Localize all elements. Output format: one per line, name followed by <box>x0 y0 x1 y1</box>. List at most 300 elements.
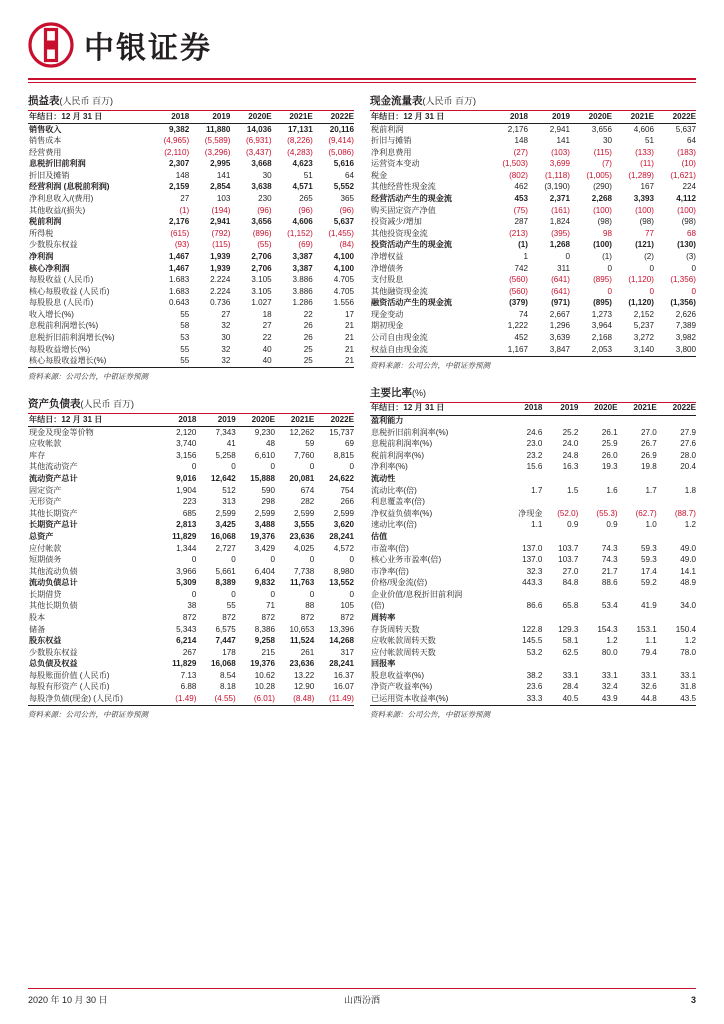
cell-value: 26 <box>303 332 313 342</box>
cell-value: 137.0 <box>522 543 543 553</box>
cell-value: 8,389 <box>215 578 236 588</box>
row-label: 购买固定资产净值 <box>371 205 436 215</box>
cell-value: (98) <box>639 217 654 227</box>
table-row <box>370 298 696 310</box>
report-footer <box>28 988 696 1006</box>
cell-value: 265 <box>299 194 313 204</box>
row-label: 存货周转天数 <box>371 624 420 634</box>
row-label: 税前利润 <box>371 124 404 134</box>
table-row <box>370 205 696 217</box>
cell-value: 48 <box>265 439 275 449</box>
cell-value: 74.3 <box>601 555 618 565</box>
column-header-2021E: 2021E <box>618 402 657 415</box>
cell-value: (69) <box>298 240 313 250</box>
table-row <box>28 356 354 368</box>
cell-value: 5,616 <box>333 159 354 169</box>
cell-value: 40 <box>262 344 272 354</box>
table-row <box>28 309 354 321</box>
row-label: 所得税 <box>29 228 54 238</box>
table-row <box>28 682 354 694</box>
header-divider <box>28 78 696 80</box>
column-header-2019: 2019 <box>196 414 235 427</box>
cell-value: 754 <box>340 485 354 495</box>
cell-value: 32.3 <box>526 566 543 576</box>
cell-value: 0 <box>270 462 275 472</box>
cell-value: 2,307 <box>168 159 190 169</box>
cell-value: 23.6 <box>526 682 543 692</box>
cell-value: 0 <box>349 555 354 565</box>
row-label: 经营利润 (息税前利润) <box>29 182 110 192</box>
cell-value: 13.22 <box>294 670 315 680</box>
table-row <box>370 321 696 333</box>
cell-value: (3,437) <box>245 147 272 157</box>
cashflow-source-note: 资料来源：公司公告，中银证券预测 <box>370 360 490 370</box>
cell-value: (93) <box>174 240 190 250</box>
cell-value: 24.6 <box>526 427 543 437</box>
cell-value: 21.7 <box>601 566 618 576</box>
cell-value: 3,638 <box>251 182 272 192</box>
row-label: 核心净利润 <box>29 263 70 273</box>
table-row <box>370 263 696 275</box>
cell-value: 9,832 <box>254 578 275 588</box>
cell-value: 0 <box>309 555 315 565</box>
cell-value: 19.3 <box>601 462 618 472</box>
cell-value: 32.4 <box>601 682 618 692</box>
cell-value: 685 <box>182 508 197 518</box>
cell-value: 3,387 <box>292 251 313 261</box>
cell-value: 3,620 <box>333 520 354 530</box>
cell-value: 31.8 <box>680 682 696 692</box>
cell-value: (3,190) <box>544 182 570 192</box>
row-label: 净资产收益率(%) <box>371 682 433 692</box>
cell-value: 1,939 <box>210 263 231 273</box>
table-row <box>28 624 354 636</box>
cell-value: 2,176 <box>168 217 190 227</box>
cell-value: 1.0 <box>645 520 657 530</box>
cell-value: (641) <box>551 286 570 296</box>
table-row <box>28 263 354 275</box>
cell-value: 14,036 <box>246 124 272 134</box>
cell-value: 5,343 <box>176 624 197 634</box>
cell-value: 5,661 <box>215 566 236 576</box>
cell-value <box>618 659 657 671</box>
cell-value: (4,965) <box>163 136 190 146</box>
ratios-unit: (%) <box>412 387 426 398</box>
cell-value: 0 <box>691 263 696 273</box>
row-label: 税金 <box>371 170 388 180</box>
row-label: 每股股息 (人民币) <box>29 298 94 308</box>
cell-value: 16.07 <box>333 682 354 692</box>
cell-value: (1,455) <box>328 228 354 238</box>
cell-value <box>618 474 657 486</box>
cell-value: 0 <box>231 462 236 472</box>
cell-value: 3.886 <box>292 286 313 296</box>
cell-value: 12,262 <box>289 427 315 437</box>
row-label: 净利率(%) <box>371 462 408 472</box>
cell-value: 18 <box>262 309 272 319</box>
cell-value: 33.1 <box>680 670 696 680</box>
row-label: 息税折旧前利润增长(%) <box>29 332 115 342</box>
cell-value: 17.4 <box>641 566 657 576</box>
cell-value: 1.683 <box>168 286 190 296</box>
row-label: 每股收益增长(%) <box>29 344 91 354</box>
table-row <box>370 344 696 356</box>
table-row <box>28 589 354 601</box>
cell-value: 7,760 <box>294 450 315 460</box>
cell-value: (133) <box>635 147 654 157</box>
cell-value: 0 <box>691 286 696 296</box>
cell-value: 223 <box>182 497 197 507</box>
cell-value: 167 <box>640 182 654 192</box>
table-row <box>28 217 354 229</box>
cell-value: 3,699 <box>549 159 570 169</box>
cell-value: (161) <box>551 205 570 215</box>
cell-value: 20,116 <box>329 124 354 134</box>
ratios-source-note: 资料来源：公司公告，中银证券预测 <box>370 710 490 720</box>
cell-value: (1,118) <box>544 170 570 180</box>
cell-value: 78.0 <box>680 647 696 657</box>
cell-value: 1.8 <box>684 485 696 495</box>
table-row <box>28 636 354 648</box>
cell-value: 8,980 <box>333 566 354 576</box>
cell-value: (1) <box>179 205 190 215</box>
ratios-title <box>370 385 696 400</box>
row-label: 折旧与摊销 <box>371 136 412 146</box>
cell-value: 5,237 <box>633 321 654 331</box>
cell-value: 12.90 <box>294 682 315 692</box>
cell-value: (11.49) <box>314 694 354 706</box>
cell-value: (1,503) <box>502 159 529 169</box>
row-label: 其他经营性现金流 <box>371 182 436 192</box>
cell-value: 16,068 <box>210 659 236 669</box>
cell-value: (115) <box>212 240 231 250</box>
cell-value: 16,068 <box>210 531 236 541</box>
cell-value: (52.0) <box>557 508 579 518</box>
table-row <box>28 462 354 474</box>
cell-value: 3.886 <box>292 275 313 285</box>
table-row <box>370 659 696 671</box>
cell-value: 53 <box>180 332 190 342</box>
cell-value: 74 <box>519 309 529 319</box>
cell-value: (96) <box>257 205 272 215</box>
table-row <box>28 578 354 590</box>
cell-value: 2,159 <box>168 182 190 192</box>
cell-value: (560) <box>509 286 529 296</box>
brand-name: 中银证券 <box>84 31 212 66</box>
cell-value <box>542 612 578 624</box>
row-label: 现金及现金等价物 <box>29 427 94 437</box>
cell-value <box>657 659 696 671</box>
cell-value: (1.49) <box>158 694 197 706</box>
cell-value: (88.7) <box>674 508 696 518</box>
table-row <box>370 251 696 263</box>
cell-value: 55 <box>180 344 190 354</box>
cell-value: 34.0 <box>680 601 696 611</box>
cell-value: 84.8 <box>562 578 579 588</box>
table-row <box>28 170 354 182</box>
table-row <box>28 659 354 671</box>
cell-value: 317 <box>340 647 354 657</box>
cell-value: 4,112 <box>676 194 696 204</box>
cell-value: 0 <box>649 286 654 296</box>
cell-value: 41 <box>226 439 236 449</box>
right-column <box>370 93 696 720</box>
table-row <box>370 147 696 159</box>
cell-value: 4,100 <box>333 263 354 273</box>
cell-value: 453 <box>514 194 529 204</box>
row-label: 总负债及权益 <box>29 659 78 669</box>
cell-value: 122.8 <box>522 624 543 634</box>
row-label: 净增债务 <box>371 263 404 273</box>
cell-value: 19,376 <box>250 531 275 541</box>
cell-value: 21 <box>344 344 354 354</box>
cell-value: (1,289) <box>628 170 654 180</box>
cell-value: 872 <box>182 613 197 622</box>
cell-value: (615) <box>170 228 190 238</box>
cell-value: 2,120 <box>176 427 197 437</box>
cell-value: 1.7 <box>645 485 657 495</box>
cell-value: (194) <box>211 205 231 215</box>
cell-value: 4,571 <box>292 182 313 192</box>
cell-value: 590 <box>261 485 275 495</box>
cell-value <box>542 531 578 543</box>
cell-value: 9,016 <box>176 474 197 484</box>
table-row <box>28 612 354 624</box>
row-label: 销售成本 <box>29 136 62 146</box>
cell-value: 3,964 <box>591 321 612 331</box>
row-label: 每股有形资产 (人民币) <box>29 682 110 692</box>
cell-value: 872 <box>340 613 354 622</box>
cell-value: 69 <box>344 439 354 449</box>
cell-value: 2,176 <box>507 124 529 134</box>
cell-value: 0 <box>349 589 354 599</box>
cell-value: (100) <box>677 205 696 215</box>
table-row <box>28 694 354 706</box>
table-row <box>28 531 354 543</box>
cell-value: (130) <box>677 240 696 250</box>
cell-value: 1.683 <box>168 275 190 285</box>
cell-value: 13,396 <box>329 624 354 634</box>
column-header-2018: 2018 <box>502 402 542 415</box>
cell-value: 74.3 <box>601 543 618 553</box>
balance-sheet-table <box>28 413 354 706</box>
cell-value: 21 <box>313 356 354 368</box>
cell-value: 77 <box>644 228 654 238</box>
cell-value <box>578 612 617 624</box>
table-row <box>28 147 354 159</box>
row-label: (倍) <box>371 601 385 611</box>
cell-value: 0.643 <box>168 298 190 308</box>
cell-value <box>618 497 657 509</box>
column-header-2022E: 2022E <box>654 111 696 124</box>
table-row <box>370 578 696 590</box>
cell-value: 22 <box>262 332 272 342</box>
table-row <box>370 462 696 474</box>
table-row <box>28 647 354 659</box>
cell-value: 28,241 <box>329 531 354 541</box>
cell-value: 1,268 <box>549 240 570 250</box>
cell-value: 0.9 <box>606 520 618 530</box>
cell-value <box>542 474 578 486</box>
cell-value: 2,599 <box>254 508 275 518</box>
cell-value: 2,941 <box>210 217 231 227</box>
cell-value: 30 <box>221 332 231 342</box>
cell-value: (792) <box>211 228 231 238</box>
cell-value: 1,467 <box>168 251 190 261</box>
cell-value: (1) <box>602 251 612 261</box>
cell-value: 24.8 <box>562 450 579 460</box>
cell-value <box>502 415 542 427</box>
table-row <box>28 182 354 194</box>
cell-value: 1,344 <box>176 543 197 553</box>
cell-value: 11,829 <box>172 659 197 669</box>
cell-value: 25 <box>303 344 313 354</box>
row-label: 储备 <box>29 624 46 634</box>
cell-value: (971) <box>551 298 570 308</box>
cell-value <box>657 415 696 427</box>
table-row <box>370 332 696 344</box>
cell-value: 137.0 <box>522 555 543 565</box>
cell-value: 4,623 <box>292 159 313 169</box>
cell-value: 462 <box>514 182 529 192</box>
cell-value: 311 <box>557 263 570 273</box>
cell-value: 41.9 <box>641 601 657 611</box>
cell-value: 1,222 <box>507 321 529 331</box>
cell-value: (11) <box>640 159 654 169</box>
cell-value: 55 <box>180 309 190 319</box>
cell-value <box>657 497 696 509</box>
row-label: 投资活动产生的现金流 <box>371 240 452 250</box>
cell-value: 27.0 <box>641 427 657 437</box>
cell-value: 51 <box>644 136 654 146</box>
table-header-row <box>370 402 696 415</box>
cell-value: 141 <box>216 170 231 180</box>
cell-value: (100) <box>635 205 654 215</box>
cell-value: 7.13 <box>180 670 197 680</box>
row-label: 净利润 <box>29 251 54 261</box>
table-row <box>370 508 696 520</box>
cell-value: (395) <box>551 228 570 238</box>
row-label: 每股账面价值 (人民币) <box>29 670 110 680</box>
table-row <box>28 251 354 263</box>
cell-value: 33.1 <box>641 670 657 680</box>
cell-value: 58.1 <box>562 636 579 646</box>
cell-value: (560) <box>509 275 529 285</box>
table-row <box>28 427 354 439</box>
cell-value: 0 <box>309 589 315 599</box>
cell-value: 38.2 <box>526 670 543 680</box>
cell-value: 43.5 <box>657 694 696 706</box>
cell-value: 48.9 <box>680 578 696 588</box>
table-row <box>28 159 354 171</box>
balance-source-note: 资料来源：公司公告，中银证券预测 <box>28 710 148 720</box>
cell-value: (62.7) <box>635 508 657 518</box>
cell-value: 33.1 <box>562 670 579 680</box>
cell-value: 872 <box>261 613 275 622</box>
table-row <box>370 170 696 182</box>
row-label: 企业价值/息税折旧前利润 <box>371 589 463 599</box>
cell-value: 40.5 <box>542 694 578 706</box>
table-row <box>28 543 354 555</box>
cell-value: 24.0 <box>562 439 579 449</box>
cell-value: 28.0 <box>680 450 696 460</box>
cell-value <box>542 497 578 509</box>
cell-value: (895) <box>593 275 612 285</box>
cell-value: (27) <box>513 147 529 157</box>
cell-value: (290) <box>593 182 612 192</box>
cell-value: 2,599 <box>215 508 236 518</box>
cell-value: 1,167 <box>486 344 528 356</box>
row-header-label: 年结日：12 月 31 日 <box>28 111 148 124</box>
cell-value: 0 <box>191 462 197 472</box>
cell-value: 3,140 <box>612 344 654 356</box>
row-label: 股东权益 <box>29 636 62 646</box>
cell-value: 4,025 <box>294 543 315 553</box>
cell-value: 3,847 <box>528 344 570 356</box>
income-statement-table <box>28 110 354 368</box>
cell-value: 30 <box>262 170 272 180</box>
cell-value: 0 <box>565 251 570 261</box>
ratios-table <box>370 402 696 706</box>
cell-value: 2,667 <box>549 309 570 319</box>
cell-value: 9,382 <box>168 124 190 134</box>
cell-value: 23,636 <box>289 659 315 669</box>
cell-value: 26.0 <box>601 450 618 460</box>
cell-value: 6,575 <box>215 624 236 634</box>
cell-value: 7,343 <box>215 427 236 437</box>
cell-value: 1.286 <box>292 298 313 308</box>
balance-sheet-unit: (人民币 百万) <box>80 399 134 410</box>
cell-value: 3,488 <box>254 520 275 530</box>
cell-value: 1.2 <box>684 520 696 530</box>
row-label: 库存 <box>29 450 46 460</box>
cell-value: 2,706 <box>251 251 272 261</box>
cell-value: 32 <box>221 344 231 354</box>
cell-value: 33.3 <box>502 694 542 706</box>
cell-value <box>502 612 542 624</box>
cell-value: (55) <box>257 240 272 250</box>
row-label: 短期债务 <box>29 555 62 565</box>
cell-value: 23.2 <box>526 450 543 460</box>
cell-value: 10.62 <box>254 670 275 680</box>
cell-value: 17 <box>344 309 354 319</box>
cell-value: 1.027 <box>251 298 272 308</box>
cell-value: 64 <box>686 136 696 146</box>
cell-value: 88.6 <box>601 578 618 588</box>
cell-value: 872 <box>222 613 236 622</box>
cell-value: (213) <box>509 228 529 238</box>
row-label: 市净率(倍) <box>371 566 409 576</box>
cell-value: 215 <box>261 647 275 657</box>
table-header-row <box>28 414 354 427</box>
cell-value: (96) <box>298 205 313 215</box>
cell-value <box>657 589 696 601</box>
cell-value: 12,642 <box>210 474 236 484</box>
cell-value: 11,829 <box>172 531 197 541</box>
table-row <box>28 497 354 509</box>
cell-value: 512 <box>222 485 236 495</box>
row-label: 估值 <box>371 531 388 541</box>
table-row <box>370 520 696 532</box>
table-row <box>28 555 354 567</box>
cell-value: 0.736 <box>210 298 231 308</box>
cell-value: 2,599 <box>333 508 354 518</box>
column-header-2018: 2018 <box>486 111 528 124</box>
table-row <box>28 601 354 613</box>
cell-value: (2,110) <box>164 147 190 157</box>
cashflow-title-text: 现金流量表 <box>370 95 423 107</box>
row-label: 期初现金 <box>371 321 404 331</box>
